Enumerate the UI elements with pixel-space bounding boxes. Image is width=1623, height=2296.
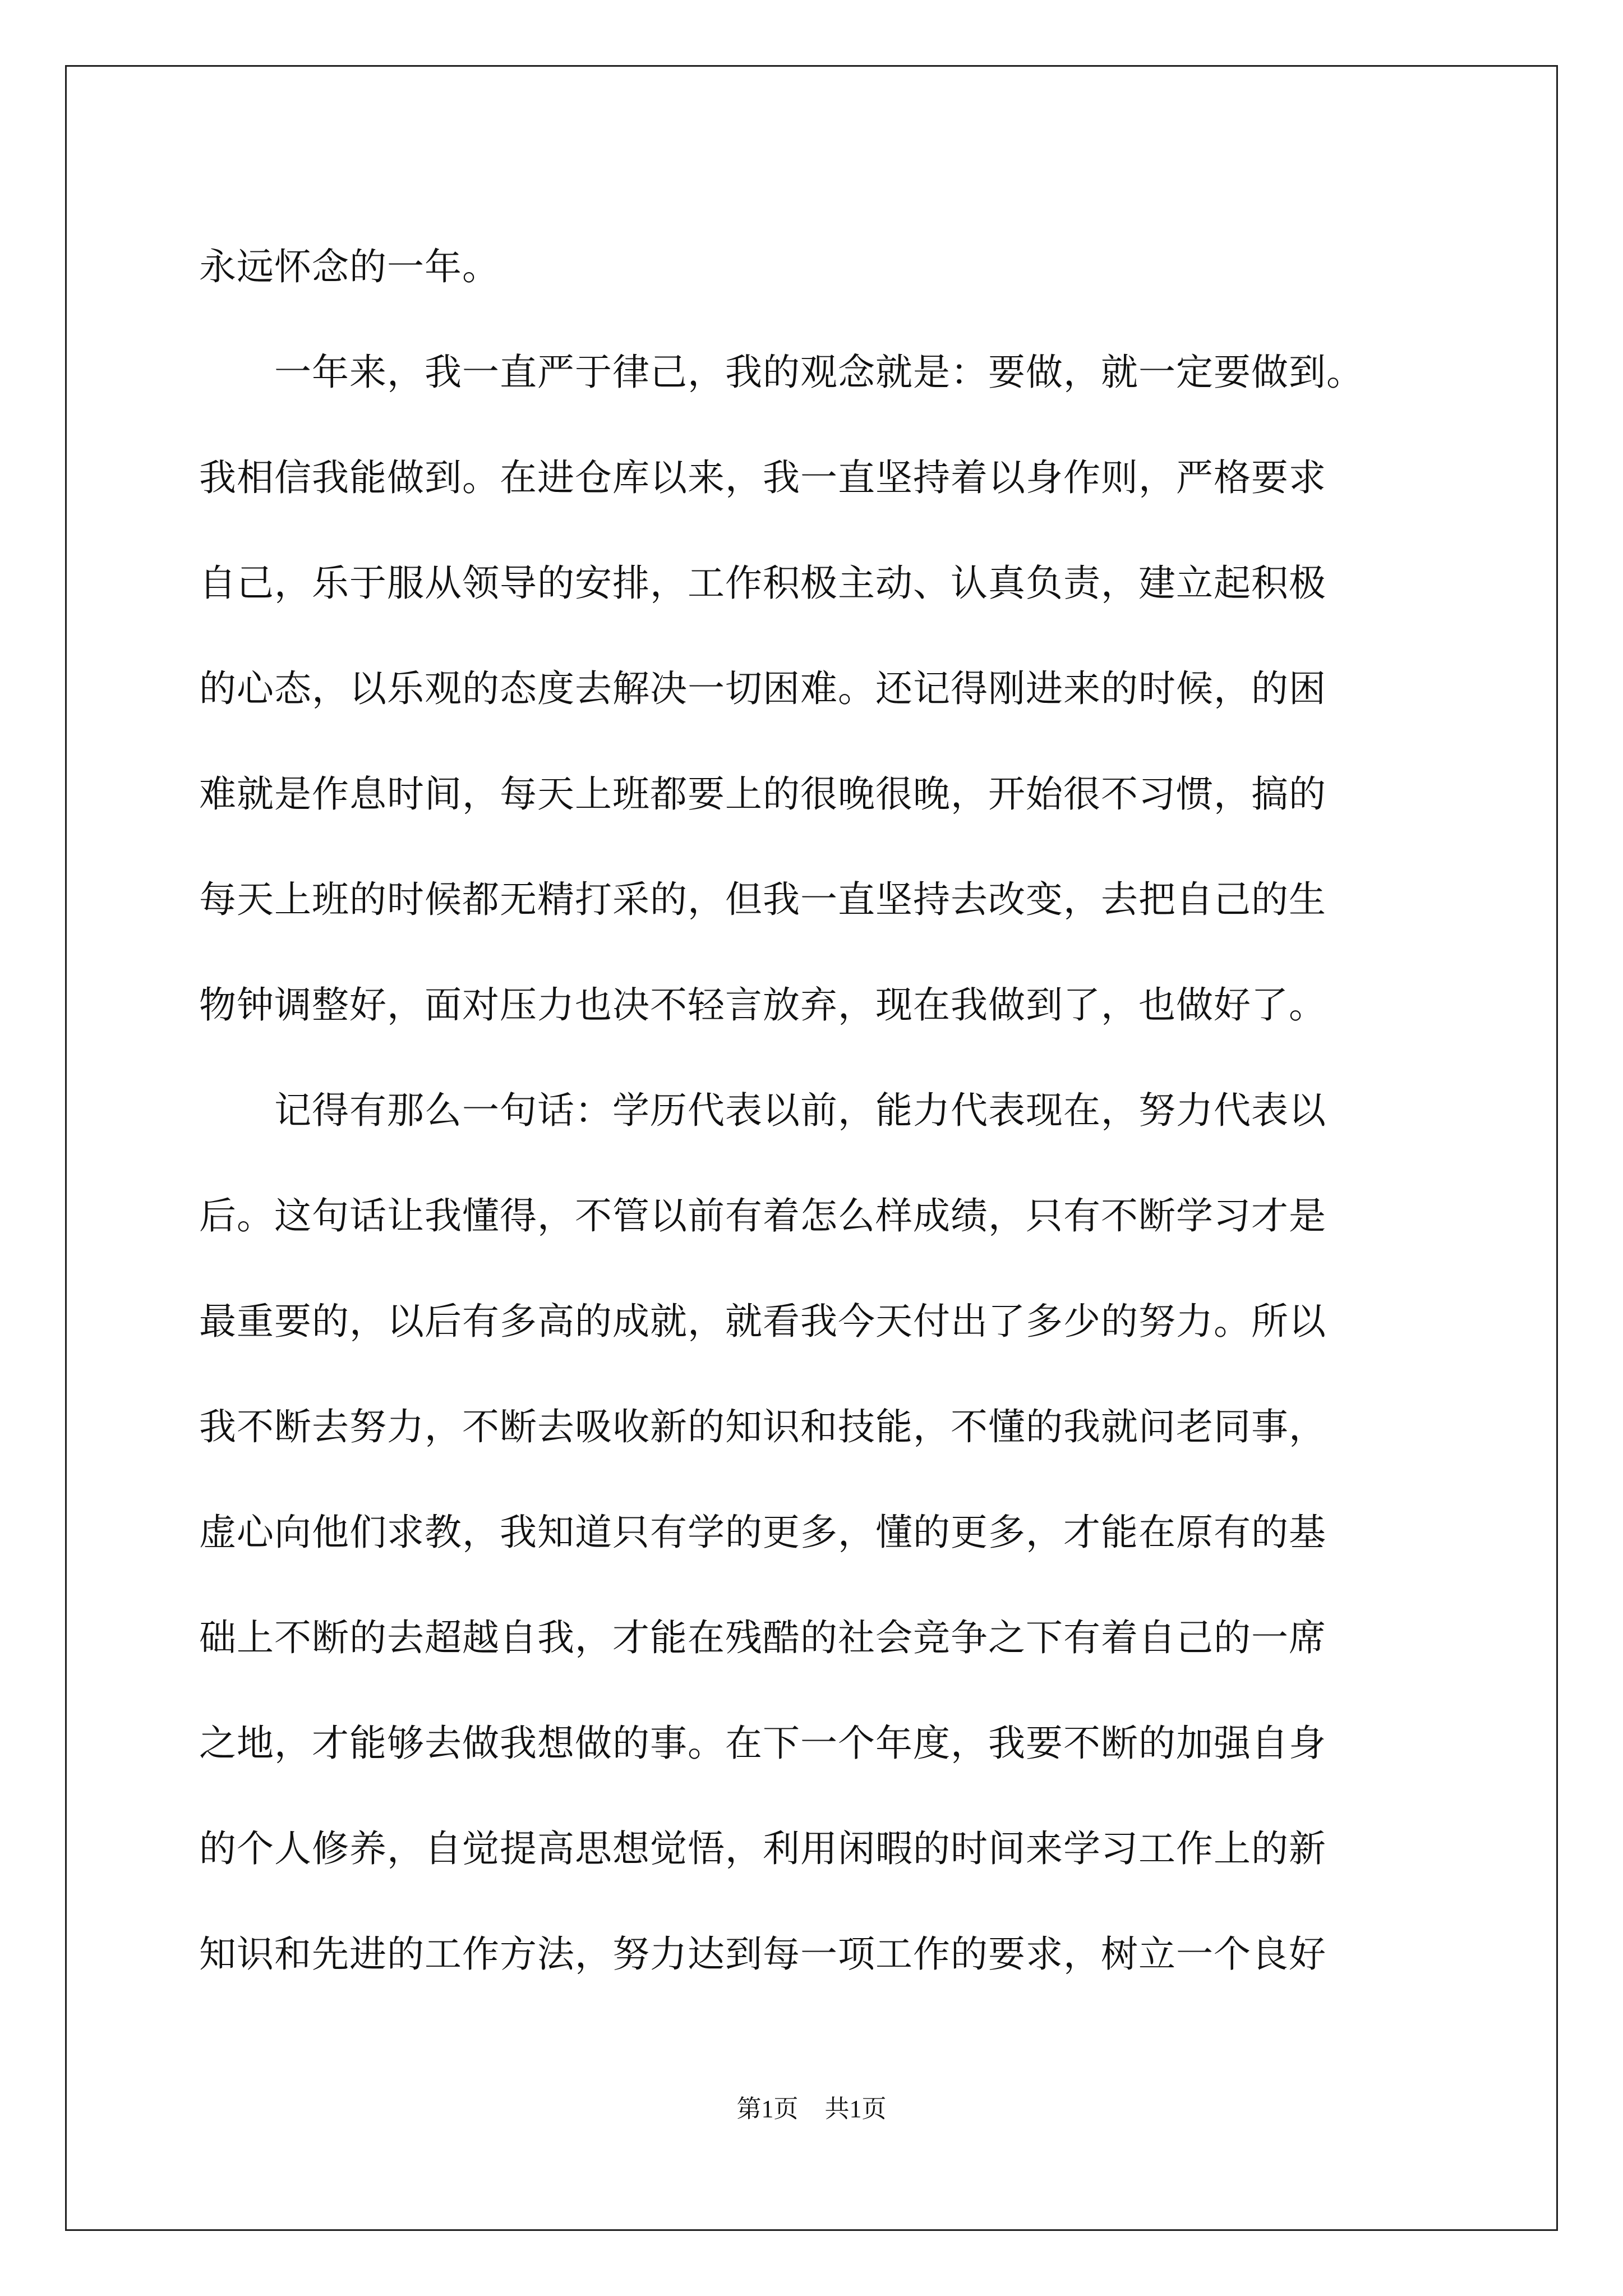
text-line: 自己，乐于服从领导的安排，工作积极主动、认真负责，建立起积极 <box>199 562 1326 605</box>
text-line: 之地，才能够去做我想做的事。在下一个年度，我要不断的加强自身 <box>199 1722 1326 1765</box>
text-line: 我相信我能做到。在进仓库以来，我一直坚持着以身作则，严格要求 <box>199 456 1326 499</box>
page-total: 共1页 <box>824 2095 887 2123</box>
text-line: 物钟调整好，面对压力也决不轻言放弃，现在我做到了，也做好了。 <box>199 983 1326 1027</box>
page-footer <box>0 2092 1623 2126</box>
text-line: 最重要的，以后有多高的成就，就看我今天付出了多少的努力。所以 <box>199 1300 1326 1343</box>
text-line: 一年来，我一直严于律己，我的观念就是：要做，就一定要做到。 <box>199 351 1364 394</box>
text-line: 我不断去努力，不断去吸收新的知识和技能，不懂的我就问老同事， <box>199 1405 1326 1448</box>
text-line: 虚心向他们求教，我知道只有学的更多，懂的更多，才能在原有的基 <box>199 1511 1326 1554</box>
text-line: 难就是作息时间，每天上班都要上的很晚很晚，开始很不习惯，搞的 <box>199 772 1326 816</box>
text-line: 的个人修养，自觉提高思想觉悟，利用闲暇的时间来学习工作上的新 <box>199 1827 1326 1870</box>
text-line: 每天上班的时候都无精打采的，但我一直坚持去改变，去把自己的生 <box>199 878 1326 921</box>
text-line: 后。这句话让我懂得，不管以前有着怎么样成绩，只有不断学习才是 <box>199 1194 1326 1237</box>
text-line: 的心态，以乐观的态度去解决一切困难。还记得刚进来的时候，的困 <box>199 667 1326 710</box>
text-line: 记得有那么一句话：学历代表以前，能力代表现在，努力代表以 <box>199 1089 1326 1132</box>
text-line: 永远怀念的一年。 <box>199 245 500 288</box>
document-body <box>199 214 1438 2007</box>
text-line: 知识和先进的工作方法，努力达到每一项工作的要求，树立一个良好 <box>199 1932 1326 1976</box>
text-line: 础上不断的去超越自我，才能在残酷的社会竞争之下有着自己的一席 <box>199 1616 1326 1659</box>
page-number: 第1页 <box>736 2095 799 2123</box>
